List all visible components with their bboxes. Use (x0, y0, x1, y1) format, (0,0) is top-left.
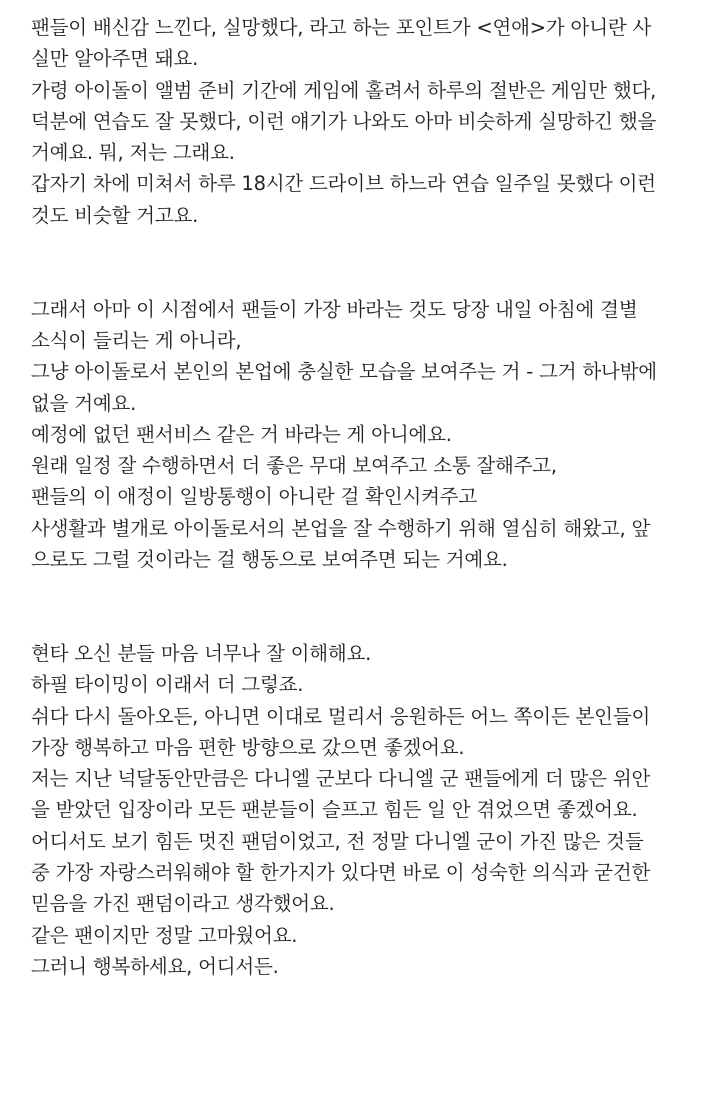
post-body (31, 12, 701, 982)
text-line: 팬들의 이 애정이 일방통행이 아니란 걸 확인시켜주고 (31, 485, 478, 509)
text-line: 믿음을 가진 팬덤이라고 생각했어요. (31, 892, 335, 916)
text-line: 사생활과 별개로 아이돌로서의 본업을 잘 수행하기 위해 열심히 해왔고, 앞 (31, 516, 651, 540)
text-line: 가장 행복하고 마음 편한 방향으로 갔으면 좋겠어요. (31, 735, 465, 759)
text-line: 거예요. 뭐, 저는 그래요. (31, 141, 235, 165)
text-line: 하필 타이밍이 이래서 더 그렇죠. (31, 673, 304, 697)
text-line: 으로도 그럴 것이라는 걸 행동으로 보여주면 되는 거예요. (31, 548, 508, 572)
text-line: 가령 아이돌이 앨범 준비 기간에 게임에 홀려서 하루의 절반은 게임만 했다, (31, 78, 657, 102)
paragraph-2 (31, 294, 701, 576)
paragraph-spacer (31, 262, 701, 293)
text-line: 저는 지난 넉달동안만큼은 다니엘 군보다 다니엘 군 팬들에게 더 많은 위안 (31, 767, 651, 791)
text-line: 예정에 없던 팬서비스 같은 거 바라는 게 아니에요. (31, 422, 452, 446)
text-line: 어디서도 보기 힘든 멋진 팬덤이었고, 전 정말 다니엘 군이 가진 많은 것들 (31, 829, 644, 853)
text-line: 그러니 행복하세요, 어디서든. (31, 954, 279, 978)
text-line: 없을 거예요. (31, 391, 137, 415)
text-line: 덕분에 연습도 잘 못했다, 이런 얘기가 나와도 아마 비슷하게 실망하긴 했을 (31, 109, 657, 133)
paragraph-spacer (31, 231, 701, 262)
text-line: 원래 일정 잘 수행하면서 더 좋은 무대 보여주고 소통 잘해주고, (31, 454, 557, 478)
text-line: 쉬다 다시 돌아오든, 아니면 이대로 멀리서 응원하든 어느 쪽이든 본인들이 (31, 704, 651, 728)
paragraph-3 (31, 638, 701, 982)
paragraph-spacer (31, 607, 701, 638)
text-line: 그냥 아이돌로서 본인의 본업에 충실한 모습을 보여주는 거 - 그거 하나밖에 (31, 360, 657, 384)
text-line: 중 가장 자랑스러워해야 할 한가지가 있다면 바로 이 성숙한 의식과 굳건한 (31, 861, 651, 885)
text-line: 을 받았던 입장이라 모든 팬분들이 슬프고 힘든 일 안 겪었으면 좋겠어요. (31, 798, 638, 822)
text-line: 갑자기 차에 미쳐서 하루 18시간 드라이브 하느라 연습 일주일 못했다 이런 (31, 172, 656, 196)
text-line: 현타 오신 분들 마음 너무나 잘 이해해요. (31, 641, 372, 665)
text-line: 소식이 들리는 게 아니라, (31, 328, 242, 352)
text-line: 팬들이 배신감 느낀다, 실망했다, 라고 하는 포인트가 <연애>가 아니란 사 (31, 16, 652, 39)
paragraph-1 (31, 12, 701, 231)
paragraph-spacer (31, 575, 701, 606)
text-line: 같은 팬이지만 정말 고마웠어요. (31, 923, 298, 947)
text-line: 그래서 아마 이 시점에서 팬들이 가장 바라는 것도 당장 내일 아침에 결별 (31, 297, 638, 321)
text-line: 실만 알아주면 돼요. (31, 47, 199, 71)
text-line: 것도 비슷할 거고요. (31, 203, 199, 227)
